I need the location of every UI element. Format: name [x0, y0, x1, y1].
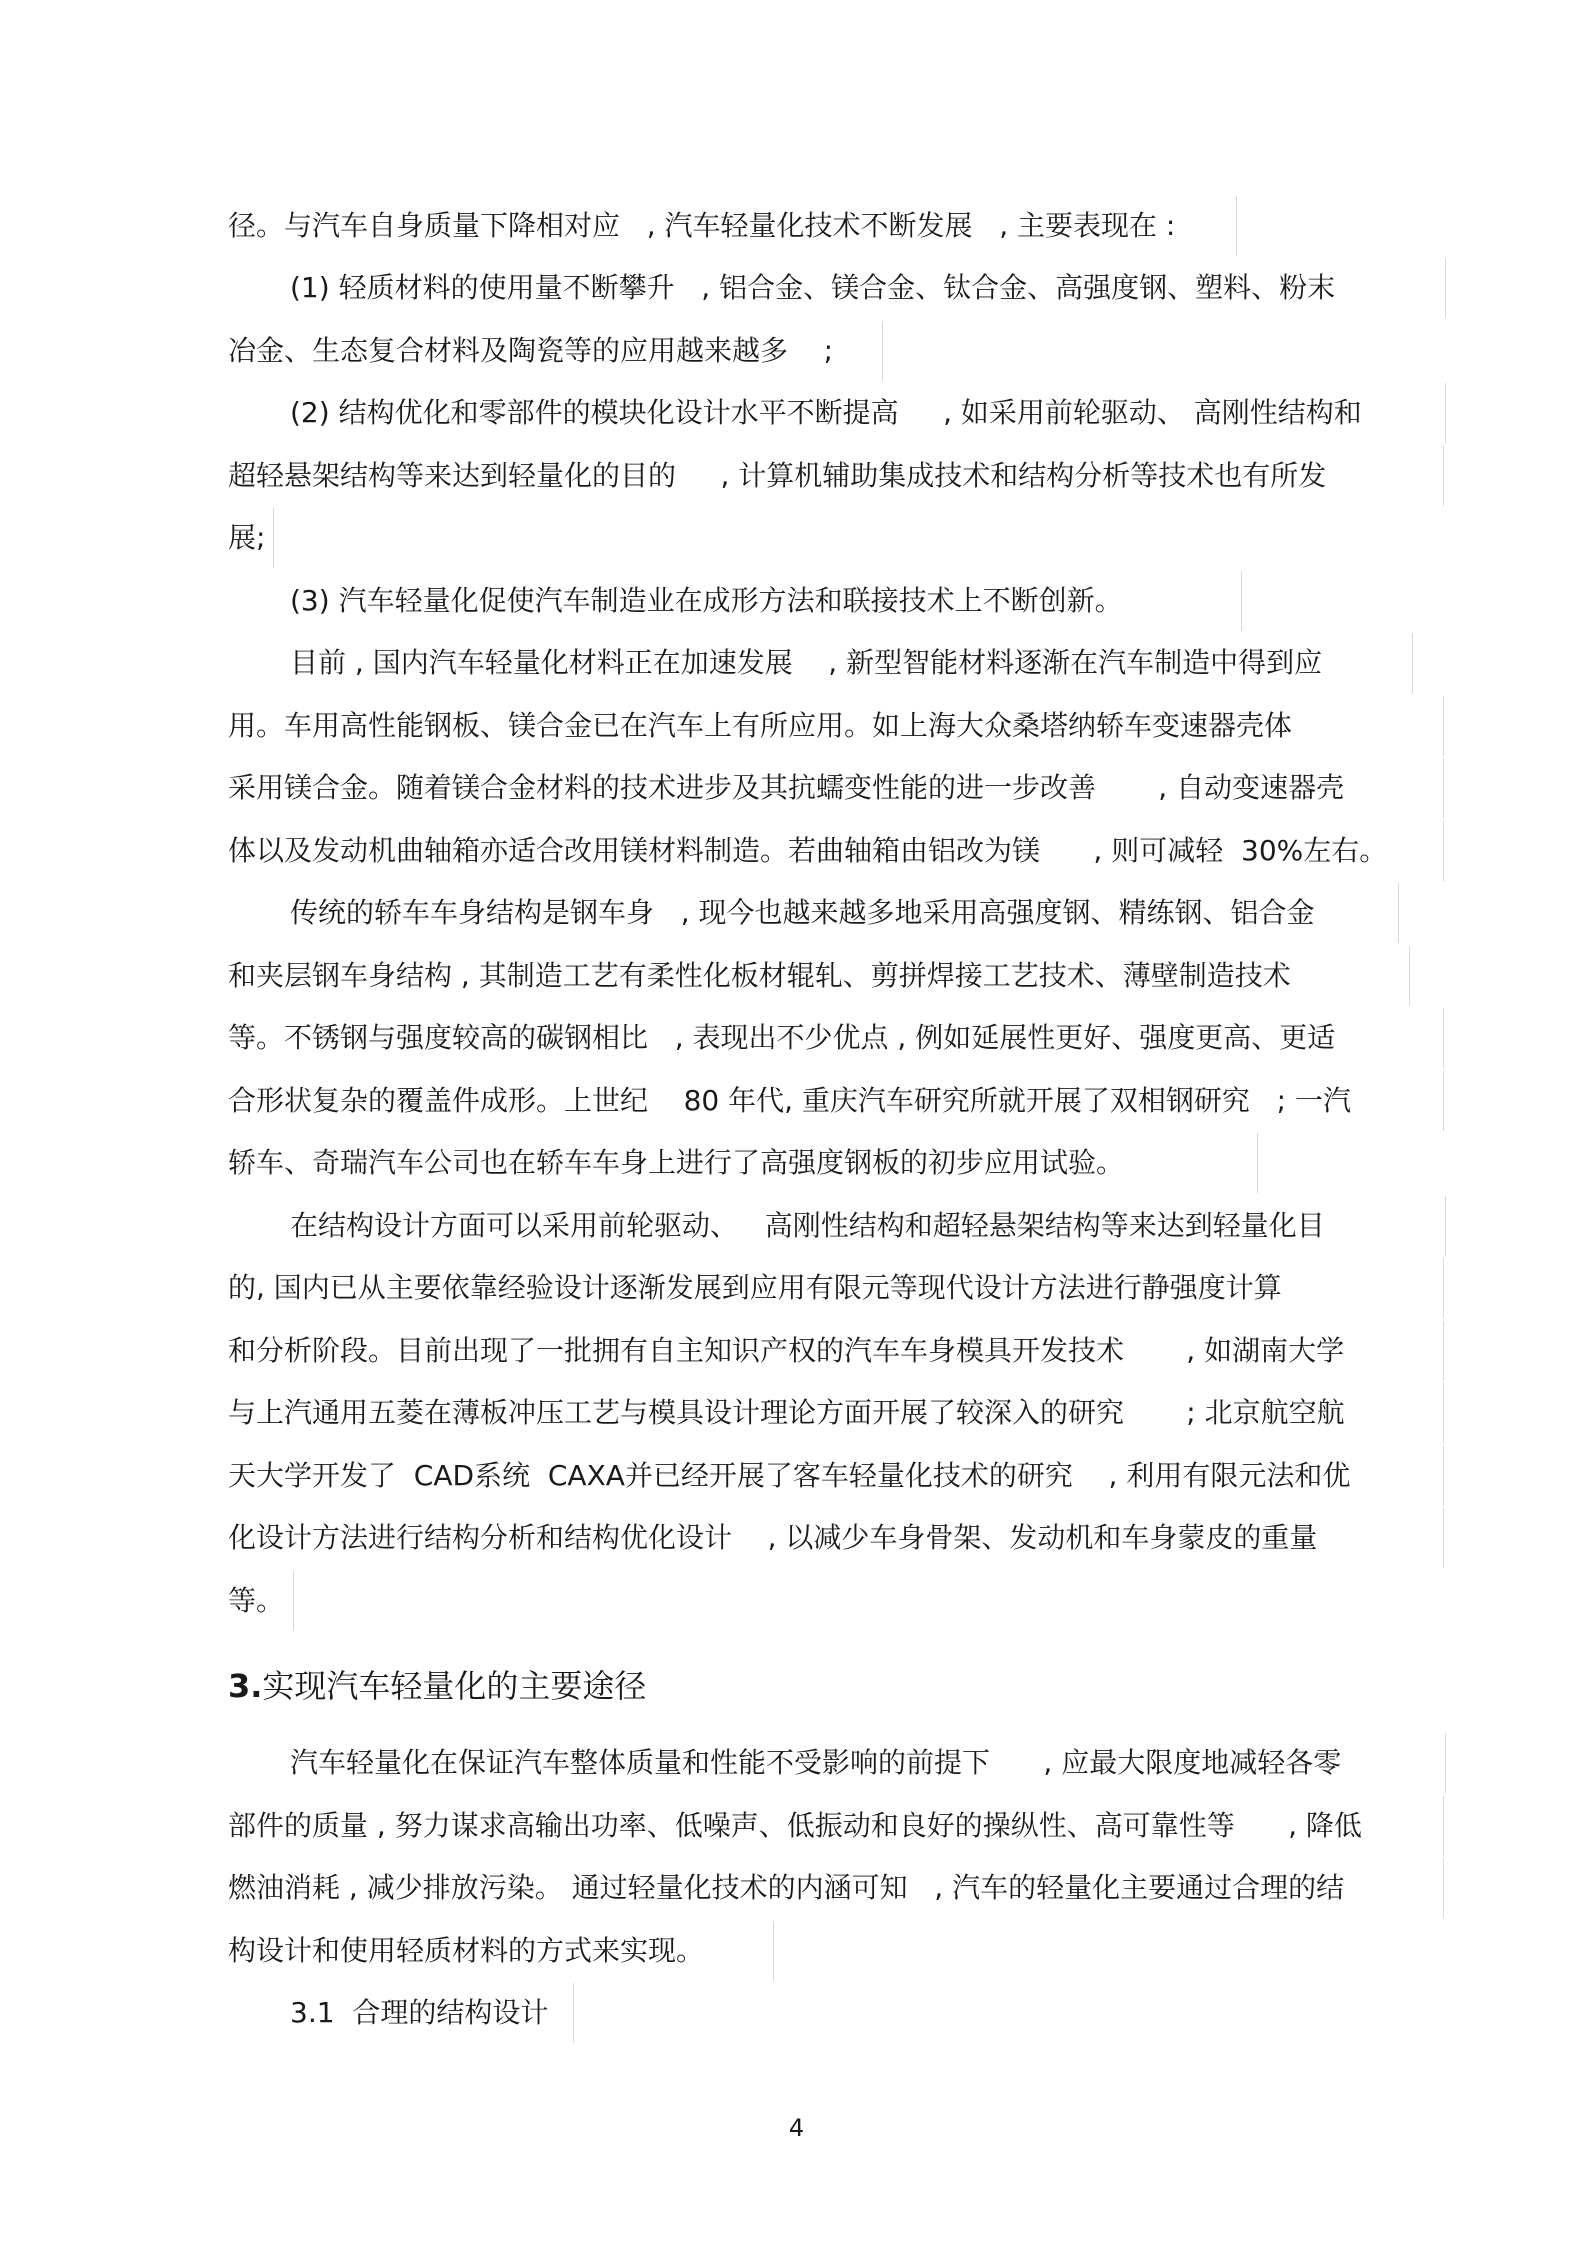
text-line: 和夹层钢车身结构 , 其制造工艺有柔性化板材辊轧、剪拼焊接工艺技术、薄壁制造技术 [228, 946, 1410, 1006]
section-heading-title: 实现汽车轻量化的主要途径 [262, 1667, 647, 1705]
text-line: 部件的质量 , 努力谋求高输出功率、低噪声、低振动和良好的操纵性、高可靠性等 , 降低 [228, 1796, 1444, 1856]
text-line: 采用镁合金。随着镁合金材料的技术进步及其抗蠕变性能的进一步改善 , 自动变速器壳 [228, 758, 1444, 818]
section-heading [228, 1656, 646, 1716]
text-line: 超轻悬架结构等来达到轻量化的目的 , 计算机辅助集成技术和结构分析等技术也有所发 [228, 446, 1444, 506]
text-line: 冶金、生态复合材料及陶瓷等的应用越来越多 ; [228, 321, 883, 381]
section-heading-number: 3. [228, 1667, 263, 1705]
text-line: 传统的轿车车身结构是钢车身 , 现今也越来越多地采用高强度钢、精练钢、铝合金 [290, 883, 1399, 943]
text-line: 燃油消耗 , 减少排放污染。 通过轻量化技术的内涵可知 , 汽车的轻量化主要通过合理的结 [228, 1858, 1444, 1918]
text-line: 体以及发动机曲轴箱亦适合改用镁材料制造。若曲轴箱由铝改为镁 , 则可减轻 30%左右。 [228, 821, 1444, 881]
text-line: 和分析阶段。目前出现了一批拥有自主知识产权的汽车车身模具开发技术 , 如湖南大学 [228, 1321, 1444, 1381]
text-line: (2) 结构优化和零部件的模块化设计水平不断提高 , 如采用前轮驱动、 高刚性结构和 [290, 383, 1446, 443]
text-line: 构设计和使用轻质材料的方式来实现。 [228, 1921, 774, 1981]
text-line: (3) 汽车轻量化促使汽车制造业在成形方法和联接技术上不断创新。 [290, 571, 1242, 631]
page-number: 4 [788, 2114, 805, 2142]
text-line: 天大学开发了 CAD系统 CAXA并已经开展了客车轻量化技术的研究 , 利用有限元法和优 [228, 1446, 1444, 1506]
text-line: 等。不锈钢与强度较高的碳钢相比 , 表现出不少优点 , 例如延展性更好、强度更高、更适 [228, 1008, 1444, 1068]
text-line: (1) 轻质材料的使用量不断攀升 , 铝合金、镁合金、钛合金、高强度钢、塑料、粉末 [290, 258, 1446, 318]
text-line: 化设计方法进行结构分析和结构优化设计 , 以减少车身骨架、发动机和车身蒙皮的重量 [228, 1508, 1444, 1568]
text-line: 汽车轻量化在保证汽车整体质量和性能不受影响的前提下 , 应最大限度地减轻各零 [290, 1733, 1446, 1793]
text-line: 用。车用高性能钢板、镁合金已在汽车上有所应用。如上海大众桑塔纳轿车变速器壳体 [228, 696, 1444, 756]
text-line: 与上汽通用五菱在薄板冲压工艺与模具设计理论方面开展了较深入的研究 ; 北京航空航 [228, 1383, 1444, 1443]
text-line: 目前 , 国内汽车轻量化材料正在加速发展 , 新型智能材料逐渐在汽车制造中得到应 [290, 633, 1413, 693]
text-line: 的, 国内已从主要依靠经验设计逐渐发展到应用有限元等现代设计方法进行静强度计算 [228, 1258, 1444, 1318]
text-line: 展; [228, 508, 274, 568]
subsection-heading: 3.1 合理的结构设计 [290, 1983, 574, 2043]
text-line: 径。与汽车自身质量下降相对应 , 汽车轻量化技术不断发展 , 主要表现在 : [228, 196, 1237, 256]
text-line: 轿车、奇瑞汽车公司也在轿车车身上进行了高强度钢板的初步应用试验。 [228, 1133, 1258, 1193]
text-line: 等。 [228, 1571, 294, 1631]
text-line: 合形状复杂的覆盖件成形。上世纪 80 年代, 重庆汽车研究所就开展了双相钢研究 ; 一汽 [228, 1071, 1444, 1131]
text-line: 在结构设计方面可以采用前轮驱动、 高刚性结构和超轻悬架结构等来达到轻量化目 [290, 1196, 1446, 1256]
